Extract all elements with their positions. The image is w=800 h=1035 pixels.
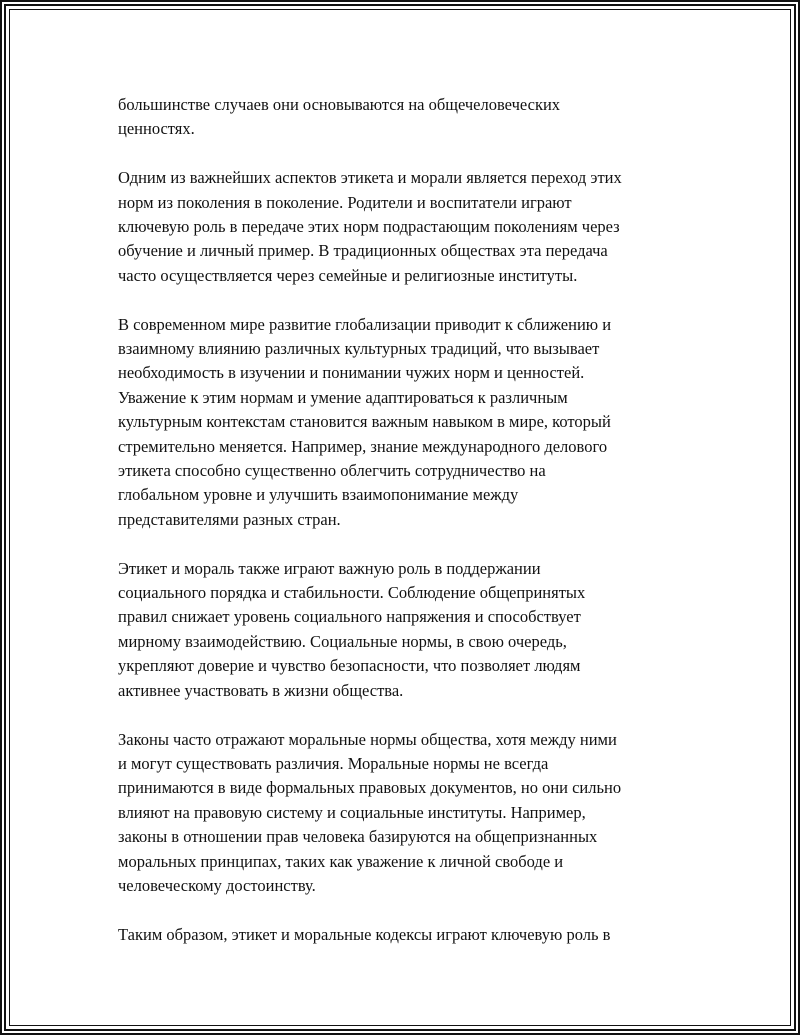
text-line: законы в отношении прав человека базируются на общепризнанных — [118, 827, 598, 847]
text-line: человеческому достоинству. — [118, 875, 316, 895]
text-line: часто осуществляется через семейные и религиозные институты. — [118, 265, 578, 285]
text-line: моральных принципах, таких как уважение к личной свободе и — [118, 851, 564, 871]
paragraph-6 — [118, 923, 688, 947]
text-line: глобальном уровне и улучшить взаимопонимание между — [118, 485, 519, 505]
text-line: влияют на правовую систему и социальные институты. Например, — [118, 802, 586, 822]
text-line: стремительно меняется. Например, знание международного делового — [118, 436, 608, 456]
paragraph-5 — [118, 728, 688, 899]
document-body — [118, 93, 688, 972]
text-line: Одним из важнейших аспектов этикета и морали является переход этих — [118, 168, 622, 188]
text-line: социального порядка и стабильности. Соблюдение общепринятых — [118, 583, 586, 603]
text-line: ценностях. — [118, 119, 195, 139]
text-line: принимаются в виде формальных правовых документов, но они сильно — [118, 778, 622, 798]
text-line: ключевую роль в передаче этих норм подрастающим поколениям через — [118, 217, 620, 237]
text-line: активнее участвовать в жизни общества. — [118, 680, 404, 700]
text-line: Законы часто отражают моральные нормы общества, хотя между ними — [118, 729, 617, 749]
text-line: укрепляют доверие и чувство безопасности, что позволяет людям — [118, 656, 581, 676]
text-line: большинстве случаев они основываются на общечеловеческих — [118, 95, 561, 114]
paragraph-3 — [118, 313, 688, 533]
text-line: взаимному влиянию различных культурных традиций, что вызывает — [118, 339, 600, 359]
text-line: представителями разных стран. — [118, 509, 341, 529]
text-line: В современном мире развитие глобализации приводит к сближению и — [118, 314, 612, 334]
text-line: норм из поколения в поколение. Родители и воспитатели играют — [118, 192, 572, 212]
text-line: Таким образом, этикет и моральные кодексы играют ключевую роль в — [118, 924, 611, 944]
paragraph-2 — [118, 166, 688, 288]
text-line: культурным контекстам становится важным навыком в мире, который — [118, 412, 611, 432]
text-line: и могут существовать различия. Моральные нормы не всегда — [118, 753, 549, 773]
paragraph-1 — [118, 93, 688, 142]
text-line: Уважение к этим нормам и умение адаптироваться к различным — [118, 387, 568, 407]
text-line: правил снижает уровень социального напряжения и способствует — [118, 607, 581, 627]
text-line: необходимость в изучении и понимании чужих норм и ценностей. — [118, 363, 585, 383]
paragraph-4 — [118, 557, 688, 703]
text-line: этикета способно существенно облегчить сотрудничество на — [118, 461, 546, 481]
text-line: обучение и личный пример. В традиционных обществах эта передача — [118, 241, 608, 261]
text-line: мирному взаимодействию. Социальные нормы, в свою очередь, — [118, 631, 567, 651]
text-line: Этикет и мораль также играют важную роль в поддержании — [118, 558, 541, 578]
